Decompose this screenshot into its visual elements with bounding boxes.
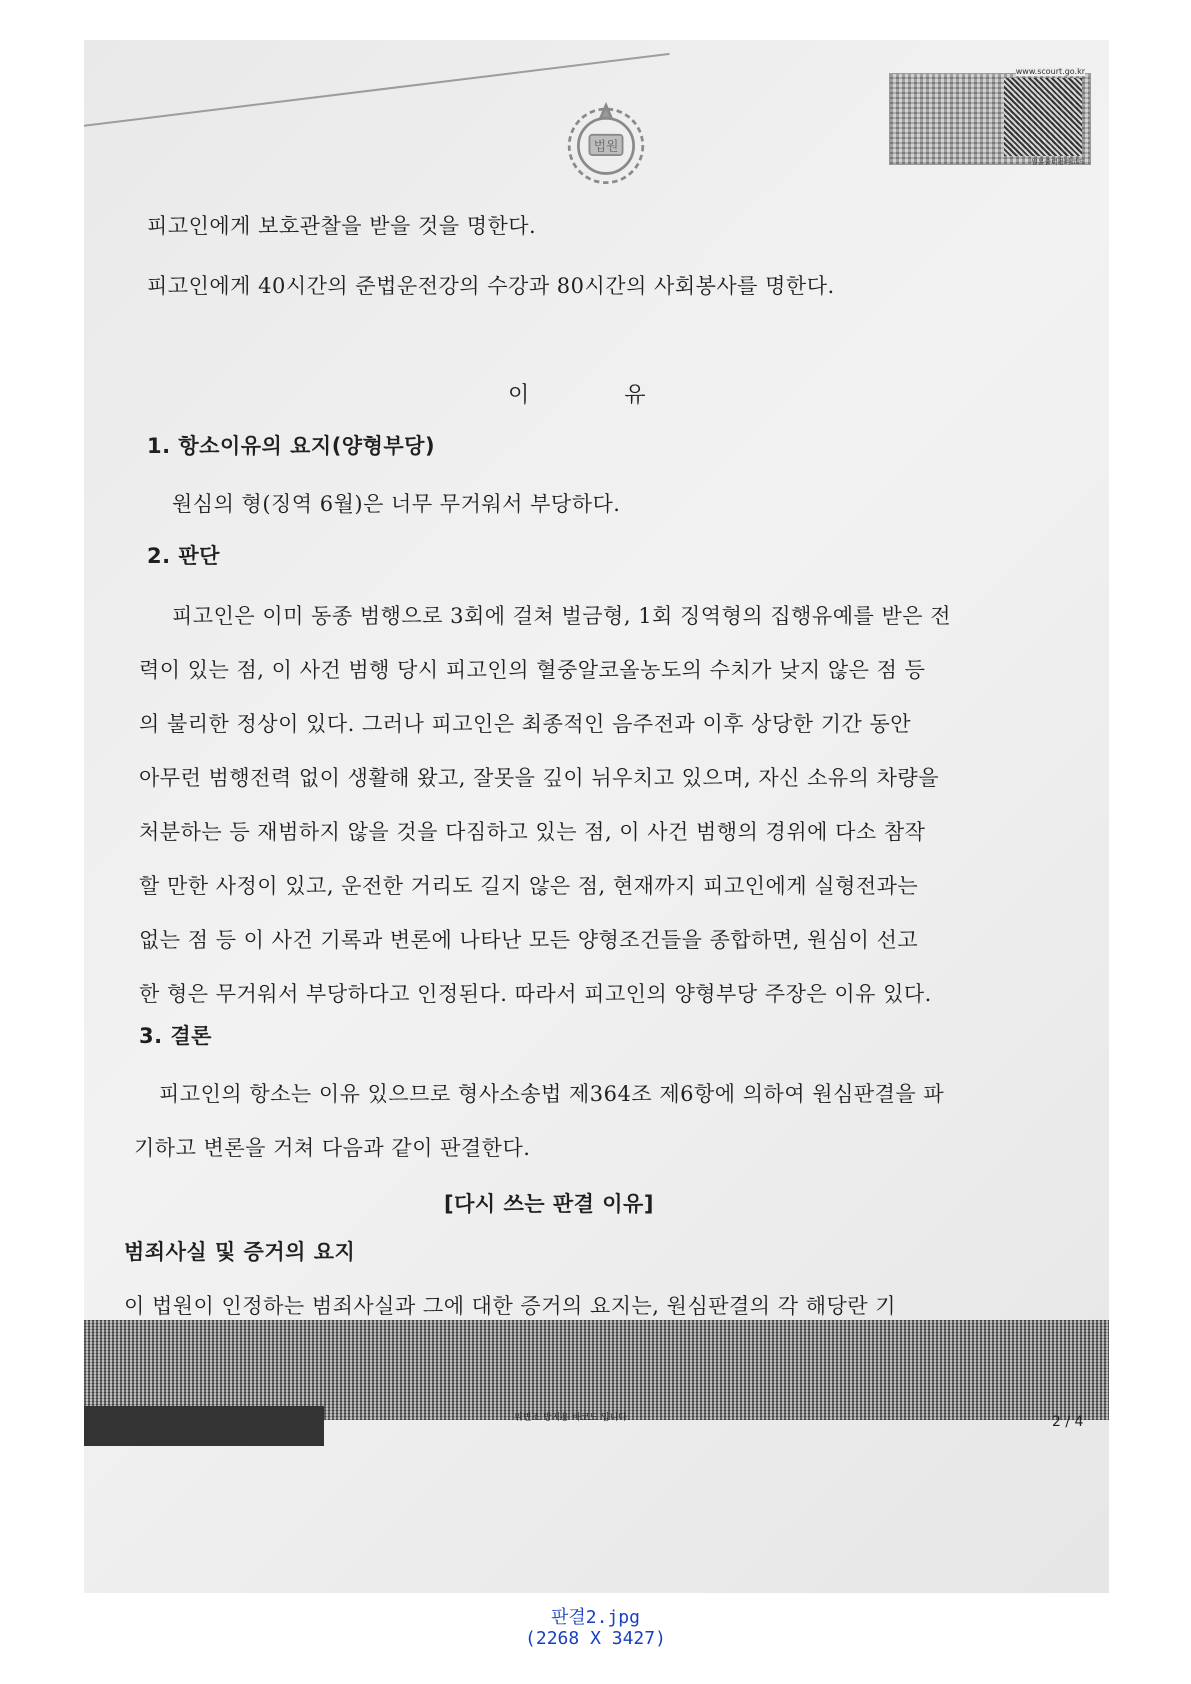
court-url: www.scourt.go.kr (1015, 67, 1085, 76)
text-line: 없는 점 등 이 사건 기록과 변론에 나타난 모든 양형조건들을 종합하면, 원심이 선고 (139, 928, 919, 952)
barcode-notice: 위변조 방지용 바코드 입니다. (514, 1413, 630, 1423)
section-title: 3. 결론 (139, 1024, 212, 1048)
text-line: 력이 있는 점, 이 사건 범행 당시 피고인의 혈중알코올농도의 수치가 낮지 않은 점 등 (139, 658, 926, 682)
page-number: 2 / 4 (1052, 1414, 1084, 1430)
image-size: (2268 X 3427) (525, 1628, 666, 1649)
section-title: 범죄사실 및 증거의 요지 (124, 1240, 356, 1264)
text-line: 이 법원이 인정하는 범죄사실과 그에 대한 증거의 요지는, 원심판결의 각 해당란 기 (124, 1294, 897, 1318)
barcode-area (889, 73, 1091, 165)
original-barcode-box (889, 67, 1089, 166)
document-photo (84, 40, 1109, 1593)
text-line: 원심의 형(징역 6월)은 너무 무거워서 부당하다. (172, 492, 621, 516)
text-line: 아무런 범행전력 없이 생활해 왔고, 잘못을 깊이 뉘우치고 있으며, 자신 소유의 차량을 (139, 766, 940, 790)
text-line: 피고인은 이미 동종 범행으로 3회에 걸쳐 벌금형, 1회 징역형의 집행유예를 받은 전 (172, 604, 951, 628)
text-line: 의 불리한 정상이 있다. 그러나 피고인은 최종적인 음주전과 이후 상당한 기간 동안 (139, 712, 912, 736)
text-line: 피고인에게 40시간의 준법운전강의 수강과 80시간의 사회봉사를 명한다. (147, 274, 835, 298)
redacted-area (84, 1406, 324, 1446)
text-line: 할 만한 사정이 있고, 운전한 거리도 길지 않은 점, 현재까지 피고인에게 실형전과는 (139, 874, 919, 898)
section-title: 1. 항소이유의 요지(양형부당) (147, 434, 436, 458)
text-line: 기하고 변론을 거쳐 다음과 같이 판결한다. (134, 1136, 531, 1160)
sub-heading: [다시 쓰는 판결 이유] (444, 1192, 654, 1216)
section-heading: 이 유 (508, 383, 690, 408)
text-line: 피고인에게 보호관찰을 받을 것을 명한다. (147, 214, 537, 238)
anti-forgery-barcode (84, 1320, 1109, 1420)
text-line: 처분하는 등 재범하지 않을 것을 다짐하고 있는 점, 이 사건 범행의 경위에 다소 참작 (139, 820, 926, 844)
section-title: 2. 판단 (147, 544, 220, 568)
court-seal-icon (560, 98, 652, 190)
text-line: 한 형은 무거워서 부당하다고 인정된다. 따라서 피고인의 양형부당 주장은 이유 있다. (139, 982, 932, 1006)
seal-text: 법원 (593, 139, 619, 155)
qr-code-icon (1004, 78, 1082, 156)
image-filename: 판결2.jpg (551, 1607, 640, 1628)
barcode-label: 원본출력용바코드 (1030, 158, 1085, 166)
text-line: 피고인의 항소는 이유 있으므로 형사소송법 제364조 제6항에 의하여 원심판결을 파 (159, 1082, 945, 1106)
